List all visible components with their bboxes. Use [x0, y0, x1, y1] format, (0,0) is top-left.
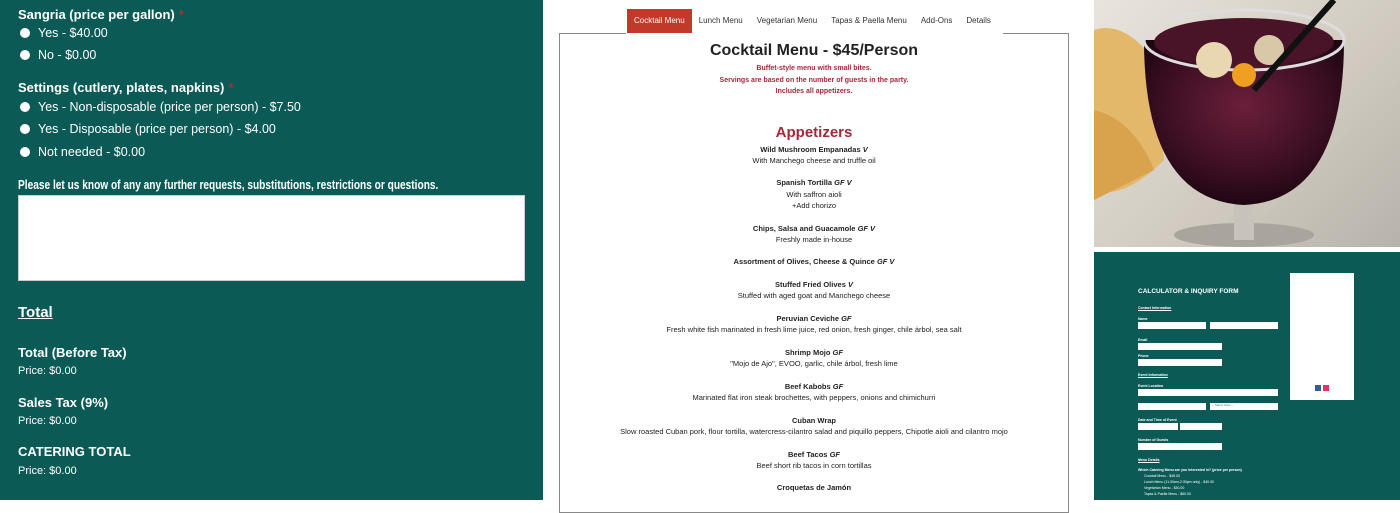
menu-panel: [543, 0, 1094, 500]
item-name: Stuffed Fried Olives: [775, 280, 846, 290]
menu-item: [560, 144, 1068, 167]
menu-item: [560, 347, 1068, 370]
thumb-datetime-label: Date and Time of Event: [1138, 418, 1177, 422]
option-label: Yes - Non-disposable (price per person) - $7.50: [38, 100, 301, 114]
menu-item-name: [560, 381, 1068, 392]
tab-vegetarian-menu[interactable]: Vegetarian Menu: [756, 16, 818, 25]
thumb-address-field[interactable]: [1138, 389, 1278, 396]
item-name: Cuban Wrap: [791, 415, 837, 425]
sangria-label: [18, 7, 184, 22]
tab-add-ons[interactable]: Add-Ons: [920, 16, 953, 25]
menu-subtitles: [560, 63, 1068, 98]
menu-item-name: [560, 449, 1068, 460]
menu-content: [559, 33, 1069, 513]
item-name: Chips, Salsa and Guacamole: [752, 223, 856, 233]
thumb-location-label: Event Location: [1138, 384, 1164, 388]
dietary-tags: GF: [832, 381, 844, 391]
thumb-option[interactable]: Vegetarian Menu - $30.00: [1144, 486, 1185, 490]
menu-item: [560, 223, 1068, 246]
order-form-panel: [0, 0, 543, 500]
menu-subtitle: Servings are based on the number of guests in the party.: [719, 76, 909, 84]
thumb-sidebar-card: [1290, 273, 1354, 400]
thumb-title: CALCULATOR & INQUIRY FORM: [1138, 288, 1239, 295]
menu-item-name: [560, 144, 1068, 155]
menu-items: [560, 144, 1068, 494]
thumb-time-field[interactable]: [1180, 423, 1222, 430]
item-name: Beef Kabobs: [784, 381, 831, 391]
thumb-option[interactable]: Cocktail Menu - $45.00: [1144, 474, 1180, 478]
menu-item-description: Beef short rib tacos in corn tortillas: [756, 460, 872, 470]
required-marker: *: [178, 7, 184, 22]
thumb-name-label: Name: [1138, 317, 1148, 321]
thumb-state-select[interactable]: -- Select state --: [1210, 403, 1278, 410]
sangria-photo: [1094, 0, 1400, 247]
thumb-guests-label: Number of Guests: [1138, 438, 1169, 442]
dietary-tags: GF: [841, 313, 852, 323]
menu-item: [560, 177, 1068, 211]
menu-title: Cocktail Menu - $45/Person: [709, 42, 919, 59]
menu-item-name: [560, 256, 1068, 267]
thumb-option[interactable]: Tapas & Paella Menu - $60.00: [1144, 492, 1191, 496]
catering-total-label: CATERING TOTAL: [18, 444, 131, 459]
thumb-question: Which Catering Menu are you interested in? (price per person): [1138, 468, 1242, 472]
sangria-label-text: Sangria (price per gallon): [18, 7, 175, 22]
requests-label: Please let us know of any any further requests, substitutions, restrictions or questions.: [18, 177, 439, 192]
dietary-tags: GF V: [834, 178, 852, 188]
facebook-icon[interactable]: [1315, 385, 1321, 391]
settings-nondisposable-radio[interactable]: [20, 100, 301, 114]
sangria-yes-radio[interactable]: [20, 26, 108, 40]
total-before-tax-label: Total (Before Tax): [18, 345, 127, 360]
menu-item-description: With Manchego cheese and truffle oil: [752, 155, 876, 165]
radio-icon[interactable]: [20, 147, 30, 157]
sangria-glass-image: [1094, 0, 1400, 247]
radio-icon[interactable]: [20, 102, 30, 112]
item-name: Peruvian Ceviche: [776, 313, 839, 323]
menu-item-description: Marinated flat iron steak brochettes, with peppers, onions and chimichurri: [692, 393, 936, 403]
item-name: Beef Tacos: [788, 449, 828, 459]
item-name: Spanish Tortilla: [776, 178, 833, 188]
menu-item-name: [560, 347, 1068, 358]
menu-item-description: "Mojo de Ajo", EVOO, garlic, chile árbol, fresh lime: [730, 359, 898, 369]
item-name: Wild Mushroom Empanadas: [760, 144, 861, 154]
instagram-icon[interactable]: [1323, 385, 1329, 391]
thumb-guests-field[interactable]: [1138, 443, 1222, 450]
tab-details[interactable]: Details: [966, 16, 991, 25]
tab-tapas-paella-menu[interactable]: Tapas & Paella Menu: [831, 16, 907, 25]
requests-textarea[interactable]: [18, 195, 525, 281]
radio-icon[interactable]: [20, 124, 30, 134]
menu-item-name: [560, 482, 1068, 493]
item-name: Assortment of Olives, Cheese & Quince: [733, 257, 875, 267]
thumb-email-field[interactable]: [1138, 343, 1222, 350]
item-name: Croquetas de Jamón: [776, 483, 852, 493]
dietary-tags: V: [862, 144, 868, 154]
total-before-tax-price: Price: $0.00: [18, 365, 77, 377]
menu-item: [560, 482, 1068, 493]
section-heading: Appetizers: [775, 123, 853, 141]
thumb-date-field[interactable]: [1138, 423, 1178, 430]
thumb-phone-field[interactable]: [1138, 359, 1222, 366]
tab-cocktail-menu[interactable]: Cocktail Menu: [627, 9, 692, 33]
thumb-option[interactable]: Lunch Menu (11:30am-2:30pm only) - $40.00: [1144, 480, 1214, 484]
dietary-tags: GF: [832, 347, 843, 357]
menu-item-name: [560, 415, 1068, 426]
menu-item-name: [560, 279, 1068, 290]
menu-item: [560, 415, 1068, 438]
thumb-contact-heading: Contact Information: [1138, 306, 1172, 310]
radio-icon[interactable]: [20, 28, 30, 38]
sales-tax-price: Price: $0.00: [18, 415, 77, 427]
thumb-city-field[interactable]: [1138, 403, 1206, 410]
thumb-email-label: Email: [1138, 338, 1148, 342]
settings-label-text: Settings (cutlery, plates, napkins): [18, 80, 225, 95]
sales-tax-label: Sales Tax (9%): [18, 395, 109, 410]
menu-item: [560, 381, 1068, 404]
menu-item-description: Fresh white fish marinated in fresh lime juice, red onion, fresh ginger, chile árbol, sea salt: [666, 325, 962, 335]
dietary-tags: V: [847, 280, 853, 290]
option-label: Yes - Disposable (price per person) - $4.00: [38, 122, 276, 136]
menu-item-name: [560, 313, 1068, 324]
menu-subtitle: Buffet-style menu with small bites.: [756, 65, 872, 72]
settings-not-needed-radio[interactable]: [20, 145, 145, 159]
catering-total-price: Price: $0.00: [18, 465, 77, 477]
menu-item-description: Slow roasted Cuban pork, flour tortilla, watercress-cilantro salad and piquillo peppers, Chipotle aioli and cilantro mojo: [620, 426, 1008, 436]
option-label: Not needed - $0.00: [38, 145, 146, 159]
menu-item-name: [560, 177, 1068, 188]
menu-item-description: Stuffed with aged goat and Manchego cheese: [737, 291, 891, 301]
menu-subtitle: Includes all appetizers.: [775, 88, 853, 95]
inquiry-form-thumbnail: [1094, 252, 1400, 500]
thumb-phone-label: Phone: [1138, 354, 1149, 358]
settings-label: [18, 80, 233, 95]
dietary-tags: GF V: [857, 223, 876, 233]
thumb-menu-heading: Menu Details: [1138, 458, 1160, 462]
menu-item-description: With saffron aioli: [786, 189, 842, 199]
settings-disposable-radio[interactable]: [20, 122, 276, 136]
dietary-tags: GF V: [876, 257, 895, 267]
menu-item: [560, 449, 1068, 472]
tab-lunch-menu[interactable]: Lunch Menu: [698, 16, 743, 25]
radio-icon[interactable]: [20, 50, 30, 60]
sangria-no-radio[interactable]: [20, 48, 96, 62]
thumb-first-name-field[interactable]: [1138, 322, 1206, 329]
option-label: Yes - $40.00: [38, 26, 108, 40]
menu-item-description: Freshly made in-house: [775, 234, 853, 244]
menu-item-name: [560, 223, 1068, 234]
option-label: No - $0.00: [38, 48, 97, 62]
dietary-tags: GF: [829, 449, 840, 459]
menu-item: [560, 256, 1068, 267]
thumb-event-heading: Event Information: [1138, 373, 1168, 377]
total-heading: Total: [18, 304, 53, 321]
menu-tabs: [627, 9, 998, 33]
thumb-last-name-field[interactable]: [1210, 322, 1278, 329]
item-name: Shrimp Mojo: [785, 347, 831, 357]
required-marker: *: [228, 80, 234, 95]
menu-item: [560, 279, 1068, 302]
menu-item: [560, 313, 1068, 336]
menu-item-description: +Add chorizo: [792, 200, 836, 210]
